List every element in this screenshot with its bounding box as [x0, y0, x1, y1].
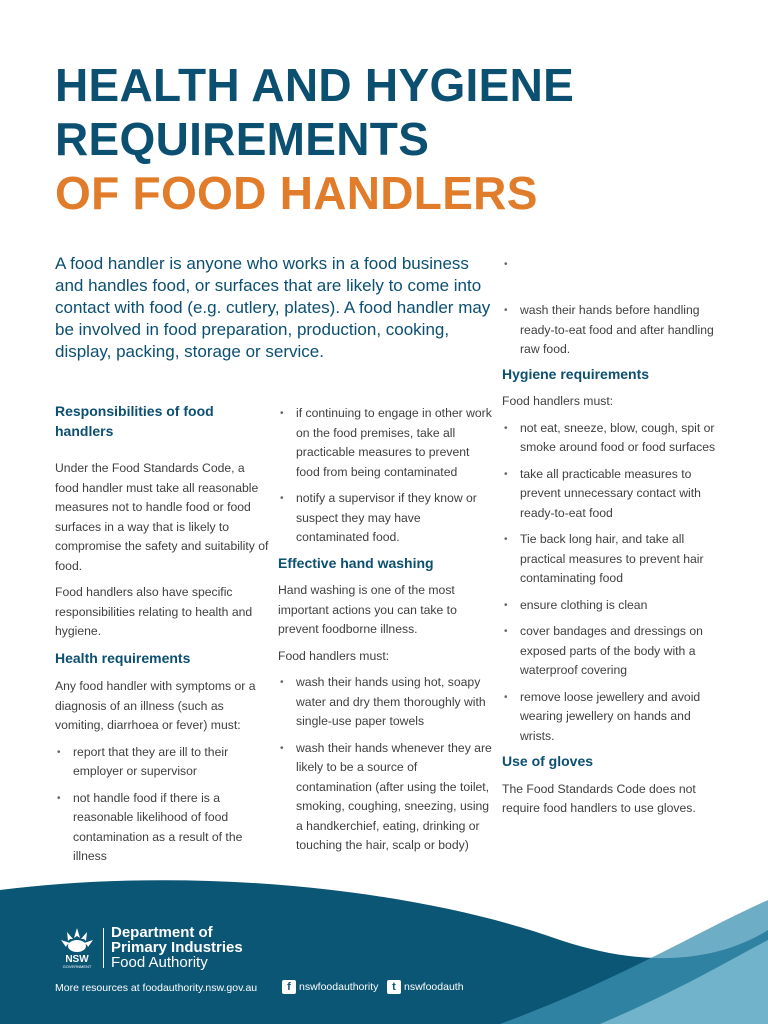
list-item: • report that they are ill to their employer or supervisor	[55, 743, 270, 782]
list-item: • if continuing to engage in other work on the food premises, take all practicable measures to prevent food from being contaminated	[278, 404, 493, 482]
column-2	[278, 404, 493, 856]
responsibilities-para-1: Under the Food Standards Code, a food handler must take all reasonable measures not to handle food or food surfaces in a way that is likely to compromise the safety and suitability of food.	[55, 461, 269, 573]
intro-paragraph: A food handler is anyone who works in a food business and handles food, or surfaces that are likely to come into contact with food (e.g. cutlery, plates). A food handler may be involved in food preparation, production, cooking, display, packing, storage or service.	[55, 254, 491, 361]
title-line-1: HEALTH AND HYGIENE	[55, 59, 575, 111]
health-intro: Any food handler with symptoms or a diagnosis of an illness (such as vomiting, diarrhoea or fever) must:	[55, 679, 256, 732]
title-line-2: REQUIREMENTS	[55, 113, 430, 165]
list-item: • ensure clothing is clean	[502, 596, 722, 616]
department-name	[111, 925, 243, 970]
list-item: • take all practicable measures to prevent unnecessary contact with ready-to-eat food	[502, 465, 722, 524]
health-list-continued	[278, 404, 493, 548]
dept-line-1: Department of	[111, 924, 213, 941]
responsibilities-heading: Responsibilities of food handlers	[55, 403, 214, 439]
responsibilities-para-2: Food handlers also have specific responsibilities relating to health and hygiene.	[55, 585, 253, 638]
hygiene-list	[502, 419, 722, 747]
resources-link[interactable]: More resources at foodauthority.nsw.gov.au	[55, 982, 258, 994]
handwashing-list	[278, 673, 493, 856]
twitter-handle: nswfoodauth	[404, 981, 464, 993]
list-item: • wash their hands whenever they are likely to be a source of contamination (after using the toilet, smoking, coughing, sneezing, using a handkerchief, eating, drinking or touching the hair, scalp or body)	[278, 739, 493, 856]
list-item: • wash their hands using hot, soapy water and dry them thoroughly with single-use paper towels	[278, 673, 493, 732]
title-line-3: OF FOOD HANDLERS	[55, 167, 538, 219]
dept-line-3: Food Authority	[111, 954, 208, 971]
column-3	[502, 255, 722, 819]
hygiene-heading: Hygiene requirements	[502, 365, 650, 382]
twitter-link[interactable]	[387, 980, 464, 994]
handwashing-list-continued	[502, 255, 722, 360]
logo-subtext: GOVERNMENT	[62, 964, 92, 969]
list-item: • wash their hands before handling ready-to-eat food and after handling raw food.	[502, 301, 722, 360]
nsw-waratah-logo	[55, 926, 99, 970]
column-1	[55, 402, 270, 867]
facebook-handle: nswfoodauthority	[299, 981, 379, 993]
health-heading: Health requirements	[55, 649, 191, 666]
logo-text: NSW	[65, 954, 89, 965]
list-item: • remove loose jewellery and avoid wearing jewellery on hands and wrists.	[502, 688, 722, 747]
handwashing-heading: Effective hand washing	[278, 554, 434, 571]
list-item-continued	[502, 255, 722, 294]
list-item: • not eat, sneeze, blow, cough, spit or smoke around food or food surfaces	[502, 419, 722, 458]
facebook-icon: f	[282, 980, 296, 994]
list-item: • cover bandages and dressings on exposed parts of the body with a waterproof covering	[502, 622, 722, 681]
twitter-icon: t	[387, 980, 401, 994]
list-item: • notify a supervisor if they know or suspect they may have contaminated food.	[278, 489, 493, 548]
health-list	[55, 743, 270, 867]
facebook-link[interactable]	[282, 980, 378, 994]
logo-divider	[103, 928, 104, 968]
gloves-heading: Use of gloves	[502, 753, 594, 769]
list-item: • not handle food if there is a reasonable likelihood of food contamination as a result of the illness	[55, 789, 270, 867]
hygiene-must: Food handlers must:	[502, 394, 614, 408]
dept-line-2: Primary Industries	[111, 939, 243, 956]
page-title	[55, 58, 574, 220]
list-item: • Tie back long hair, and take all practical measures to prevent hair contaminating food	[502, 530, 722, 589]
handwashing-para: Hand washing is one of the most important actions you can take to prevent foodborne illness.	[278, 583, 457, 636]
gloves-para: The Food Standards Code does not require food handlers to use gloves.	[502, 781, 696, 815]
handwashing-must: Food handlers must:	[278, 648, 390, 663]
